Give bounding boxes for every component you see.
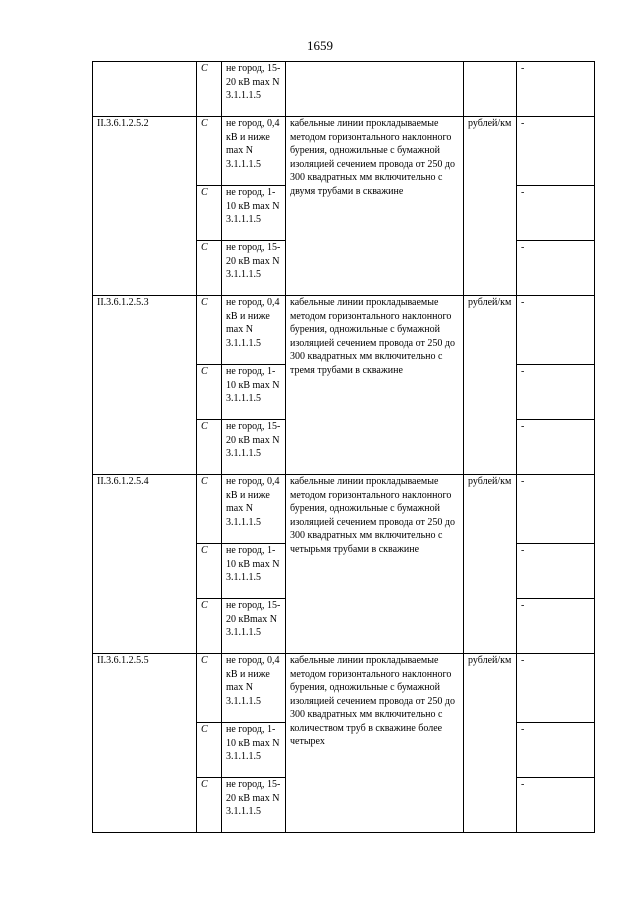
code-cell [93, 62, 197, 117]
condition-cell: не город, 0,4 кВ и ниже max N 3.1.1.1.5 [222, 654, 286, 723]
value-cell: - [517, 117, 595, 186]
letter-cell: C [197, 654, 222, 723]
code-cell: II.3.6.1.2.5.3 [93, 296, 197, 475]
letter-cell: C [197, 475, 222, 544]
unit-cell: рублей/км [464, 654, 517, 833]
description-cell: кабельные линии прокладываемые методом горизонтального наклонного бурения, одножильные с бумажной изоляцией сечением провода от 250 до 300 квадратных мм включительно с двумя трубами в скважине [286, 117, 464, 296]
letter-cell: C [197, 723, 222, 778]
letter-cell: C [197, 186, 222, 241]
condition-cell: не город, 1-10 кВ max N 3.1.1.1.5 [222, 723, 286, 778]
table-row [93, 117, 595, 186]
letter-cell: C [197, 62, 222, 117]
letter-cell: C [197, 365, 222, 420]
description-cell [286, 62, 464, 117]
condition-cell: не город, 0,4 кВ и ниже max N 3.1.1.1.5 [222, 475, 286, 544]
unit-cell: рублей/км [464, 296, 517, 475]
condition-cell: не город, 15-20 кВmax N 3.1.1.1.5 [222, 599, 286, 654]
code-cell: II.3.6.1.2.5.4 [93, 475, 197, 654]
condition-cell: не город, 1-10 кВ max N 3.1.1.1.5 [222, 186, 286, 241]
condition-cell: не город, 15-20 кВ max N 3.1.1.1.5 [222, 420, 286, 475]
letter-cell: C [197, 117, 222, 186]
table-row [93, 62, 595, 117]
value-cell: - [517, 654, 595, 723]
unit-cell: рублей/км [464, 475, 517, 654]
page-number: 1659 [307, 38, 333, 53]
condition-cell: не город, 15-20 кВ max N 3.1.1.1.5 [222, 778, 286, 833]
value-cell: - [517, 420, 595, 475]
condition-cell: не город, 1-10 кВ max N 3.1.1.1.5 [222, 365, 286, 420]
description-cell: кабельные линии прокладываемые методом горизонтального наклонного бурения, одножильные с бумажной изоляцией сечением провода от 250 до 300 квадратных мм включительно с количеством труб в скважине более четырех [286, 654, 464, 833]
condition-cell: не город, 15-20 кВ max N 3.1.1.1.5 [222, 62, 286, 117]
value-cell: - [517, 475, 595, 544]
letter-cell: C [197, 544, 222, 599]
letter-cell: C [197, 599, 222, 654]
value-cell: - [517, 599, 595, 654]
condition-cell: не город, 0,4 кВ и ниже max N 3.1.1.1.5 [222, 117, 286, 186]
tariff-table [92, 61, 595, 833]
table-row [93, 654, 595, 723]
letter-cell: C [197, 296, 222, 365]
letter-cell: C [197, 241, 222, 296]
description-cell: кабельные линии прокладываемые методом горизонтального наклонного бурения, одножильные с бумажной изоляцией сечением провода от 250 до 300 квадратных мм включительно с тремя трубами в скважине [286, 296, 464, 475]
value-cell: - [517, 186, 595, 241]
table-row [93, 296, 595, 365]
value-cell: - [517, 778, 595, 833]
unit-cell: рублей/км [464, 117, 517, 296]
letter-cell: C [197, 420, 222, 475]
table-row [93, 475, 595, 544]
description-cell: кабельные линии прокладываемые методом горизонтального наклонного бурения, одножильные с бумажной изоляцией сечением провода от 250 до 300 квадратных мм включительно с четырьмя трубами в скважине [286, 475, 464, 654]
value-cell: - [517, 723, 595, 778]
value-cell: - [517, 241, 595, 296]
value-cell: - [517, 544, 595, 599]
value-cell: - [517, 365, 595, 420]
condition-cell: не город, 15-20 кВ max N 3.1.1.1.5 [222, 241, 286, 296]
code-cell: II.3.6.1.2.5.2 [93, 117, 197, 296]
letter-cell: C [197, 778, 222, 833]
value-cell: - [517, 296, 595, 365]
unit-cell [464, 62, 517, 117]
code-cell: II.3.6.1.2.5.5 [93, 654, 197, 833]
condition-cell: не город, 1-10 кВ max N 3.1.1.1.5 [222, 544, 286, 599]
value-cell: - [517, 62, 595, 117]
condition-cell: не город, 0,4 кВ и ниже max N 3.1.1.1.5 [222, 296, 286, 365]
